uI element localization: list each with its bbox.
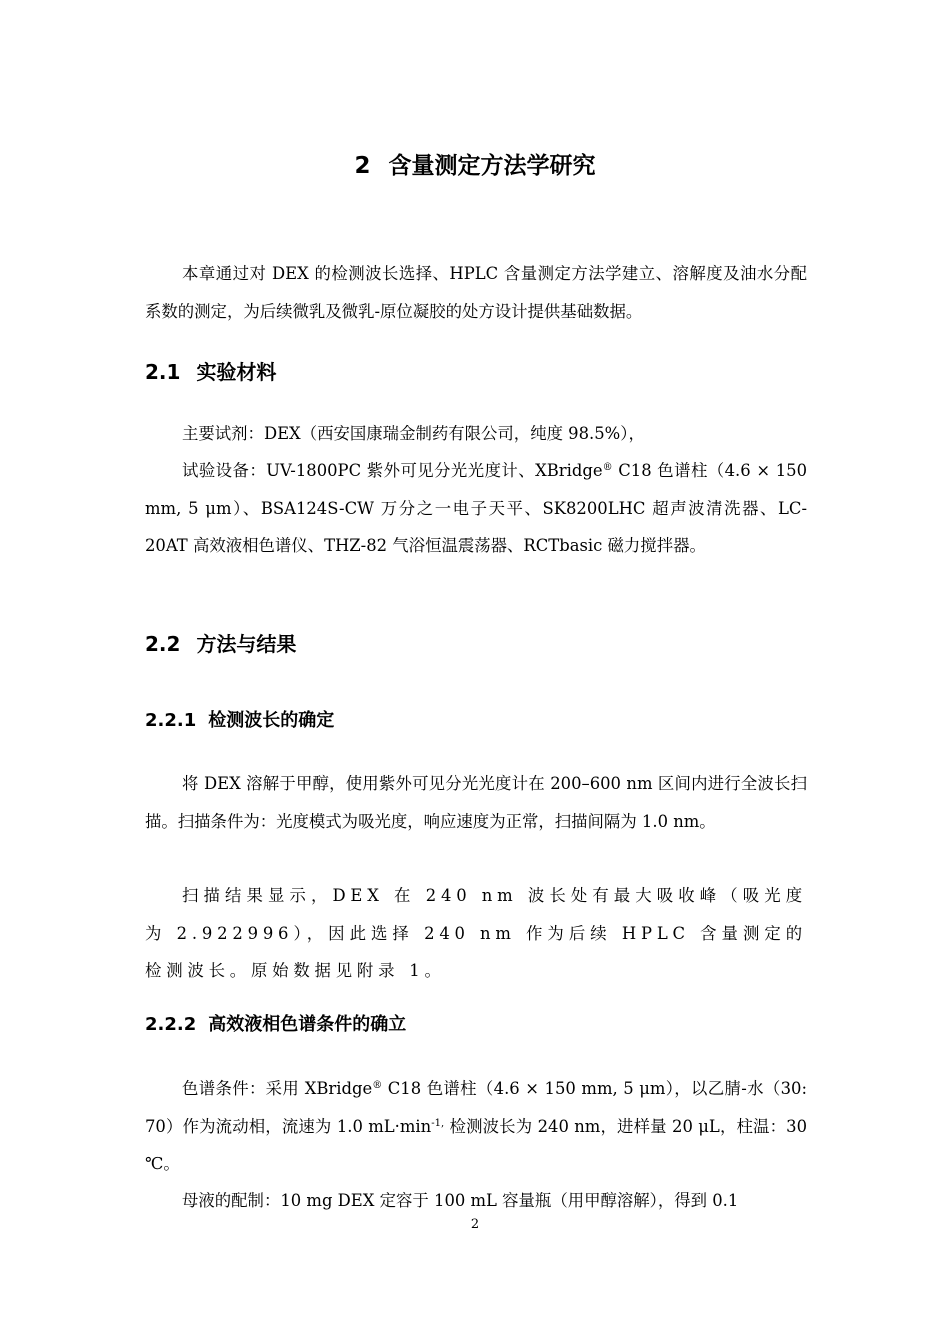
equipment-paragraph [145, 452, 807, 565]
subsection-title: 检测波长的确定 [208, 710, 335, 731]
wavelength-scan-paragraph: 将 DEX 溶解于甲醇，使用紫外可见分光光度计在 200–600 nm 区间内进行全波长扫描。扫描条件为：光度模式为吸光度，响应速度为正常，扫描间隔为 1.0 nm。 [145, 774, 807, 831]
registered-mark: ® [372, 1080, 383, 1091]
section-number: 2.2 [145, 632, 181, 656]
scan-result-paragraph: 扫描结果显示，DEX 在 240 nm 波长处有最大吸收峰（吸光度为 2.922996），因此选择 240 nm 作为后续 HPLC 含量测定的检测波长。原始数据见附录 1。 [145, 886, 807, 980]
hplc-text-c: 检测波长为 240 nm，进样量 20 μL，柱温：30 ℃。 [145, 1116, 807, 1173]
section-heading-2-1 [145, 356, 276, 388]
intro-paragraph: 本章通过对 DEX 的检测波长选择、HPLC 含量测定方法学建立、溶解度及油水分配系数的测定，为后续微乳及微乳-原位凝胶的处方设计提供基础数据。 [145, 264, 807, 321]
stock-solution-paragraph: 母液的配制：10 mg DEX 定容于 100 mL 容量瓶（用甲醇溶解），得到 0.1 [182, 1191, 739, 1210]
registered-mark: ® [602, 462, 613, 473]
chapter-number: 2 [354, 153, 371, 179]
reagents-paragraph: 主要试剂：DEX（西安国康瑞金制药有限公司，纯度 98.5%）， [182, 424, 645, 443]
section-title: 实验材料 [196, 360, 277, 384]
equipment-text-a: 试验设备：UV-1800PC 紫外可见分光光度计、XBridge [182, 461, 603, 480]
section-heading-2-2 [145, 628, 296, 660]
section-title: 方法与结果 [196, 632, 297, 656]
subsection-number: 2.2.1 [145, 710, 197, 731]
subsection-heading-2-2-2 [145, 1010, 406, 1040]
chapter-title [0, 148, 950, 184]
subsection-number: 2.2.2 [145, 1014, 197, 1035]
page-number: 2 [470, 1217, 480, 1232]
subsection-heading-2-2-1 [145, 706, 334, 736]
equipment-text-b: C18 色谱柱（4.6 × 150 mm, 5 μm）、BSA124S-CW 万分之一电子天平、SK8200LHC 超声波清洗器、LC-20AT 高效液相色谱仪、THZ-82 气浴恒温震荡器、RCTbasic 磁力搅拌器。 [145, 461, 807, 555]
hplc-text-a: 色谱条件：采用 XBridge [182, 1079, 373, 1098]
chapter-title-text: 含量测定方法学研究 [388, 153, 596, 179]
subsection-title: 高效液相色谱条件的确立 [208, 1014, 407, 1035]
hplc-text-b: C18 色谱柱（4.6 × 150 mm, 5 μm），以乙腈-水（30: 70）作为流动相，流速为 1.0 mL·min [145, 1079, 807, 1136]
section-number: 2.1 [145, 360, 181, 384]
hplc-conditions-paragraph [145, 1070, 807, 1183]
unit-exponent: -1, [431, 1117, 445, 1129]
